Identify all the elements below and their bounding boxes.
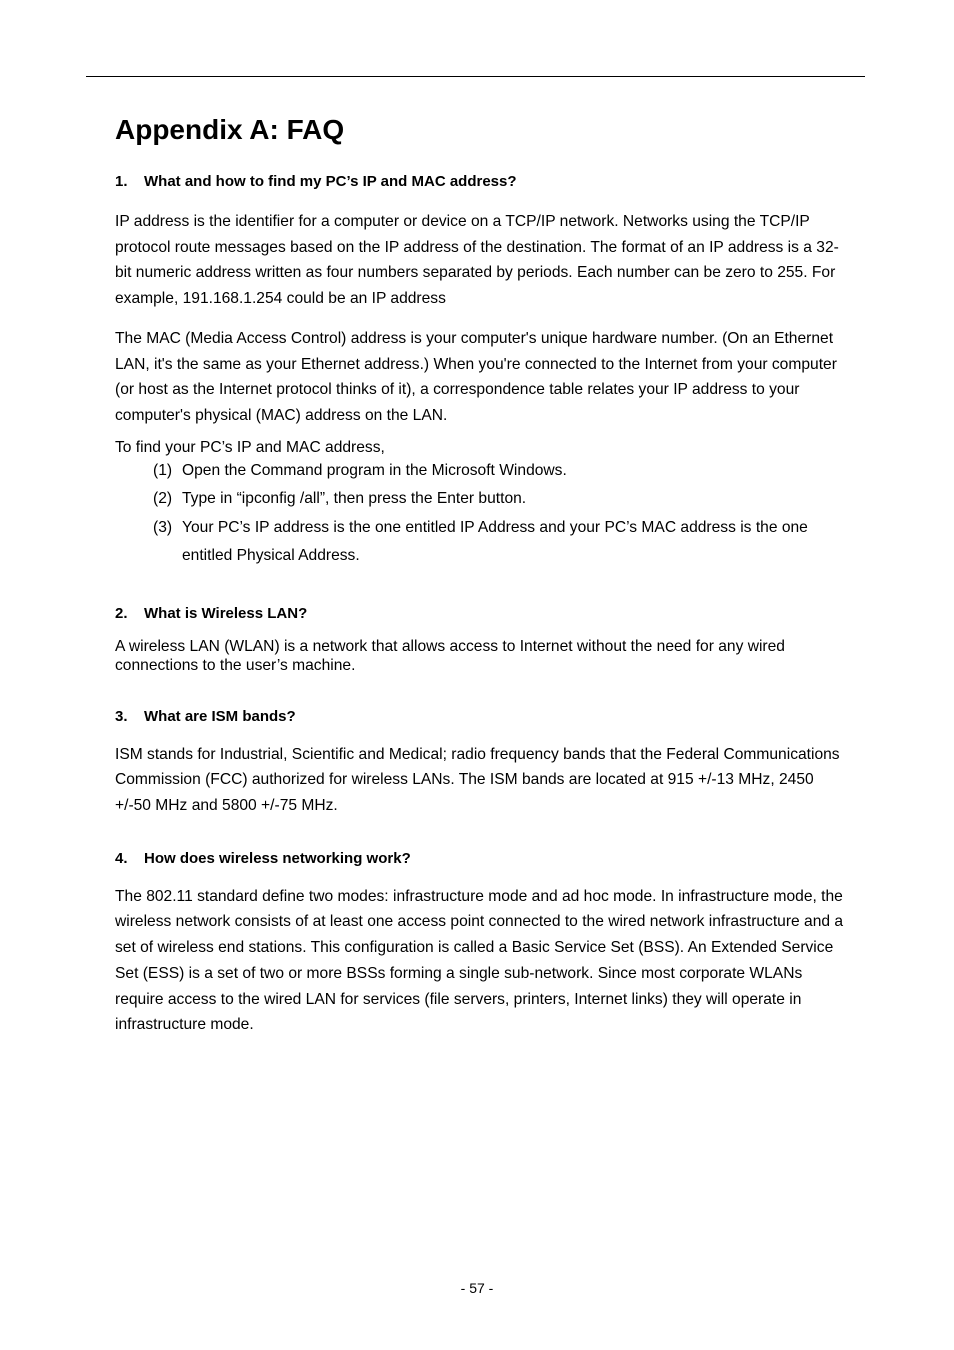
answer-paragraph: IP address is the identifier for a computer or device on a TCP/IP network. Networks using the TCP/IP protocol route messages based on the IP address of the destination. The format of an IP address is a 32-bit numeric address written as four numbers separated by periods. Each number can be zero to 255. For example, 191.168.1.254 could be an IP address — [115, 213, 839, 308]
answer-paragraph: A wireless LAN (WLAN) is a network that allows access to Internet without the need for any wired connections to the user’s machine. — [115, 637, 785, 674]
step-number: (3) — [153, 518, 173, 536]
step-text: Type in “ipconfig /all”, then press the Enter button. — [182, 490, 527, 508]
step-number: (1) — [153, 461, 173, 479]
question-number: 2. — [115, 604, 128, 622]
question-number: 3. — [115, 707, 128, 725]
question-number: 4. — [115, 849, 128, 867]
answer-paragraph: The MAC (Media Access Control) address is your computer's unique hardware number. (On an Ethernet LAN, it's the same as your Ethernet address.) When you're connected to the Internet from your computer (or host as the Internet protocol thinks of it), a correspondence table relates your IP address to your computer's physical (MAC) address on the LAN. — [115, 329, 837, 424]
list-item — [153, 485, 850, 514]
answer-paragraph: The 802.11 standard define two modes: infrastructure mode and ad hoc mode. In infrastructure mode, the wireless network consists of at least one access point connected to the wired network infrastructure and a set of wireless end stations. This configuration is called a Basic Service Set (BSS). An Extended Service Set (ESS) is a set of two or more BSSs forming a single sub-network. Since most corporate WLANs require access to the wired LAN for services (file servers, printers, Internet links) they will operate in infrastructure mode. — [115, 887, 844, 1034]
faq-question-3 — [115, 707, 850, 727]
steps-list — [115, 457, 850, 571]
list-item — [153, 457, 850, 486]
faq-question-2 — [115, 604, 850, 624]
step-text: Open the Command program in the Microsoft Windows. — [182, 461, 567, 479]
list-item — [153, 514, 850, 571]
question-text: What is Wireless LAN? — [144, 604, 308, 622]
question-text: What and how to find my PC’s IP and MAC address? — [144, 173, 517, 190]
faq-question-1 — [115, 172, 850, 192]
step-text: Your PC’s IP address is the one entitled IP Address and your PC’s MAC address is the one entitled Physical Address. — [182, 518, 808, 565]
answer-paragraph: To find your PC’s IP and MAC address, — [115, 438, 385, 456]
header-rule — [86, 76, 865, 77]
question-text: What are ISM bands? — [144, 707, 296, 725]
question-number: 1. — [115, 173, 128, 190]
step-number: (2) — [153, 490, 173, 508]
question-text: How does wireless networking work? — [144, 849, 411, 867]
answer-paragraph: ISM stands for Industrial, Scientific and Medical; radio frequency bands that the Federal Communications Commission (FCC) authorized for wireless LANs. The ISM bands are located at 915 +/-13 MHz, 2450 +/-50 MHz and 5800 +/-75 MHz. — [115, 745, 840, 815]
page-title: Appendix A: FAQ — [115, 114, 345, 145]
faq-question-4 — [115, 849, 850, 869]
page-content — [115, 110, 850, 1038]
page-number: - 57 - — [460, 1280, 494, 1296]
